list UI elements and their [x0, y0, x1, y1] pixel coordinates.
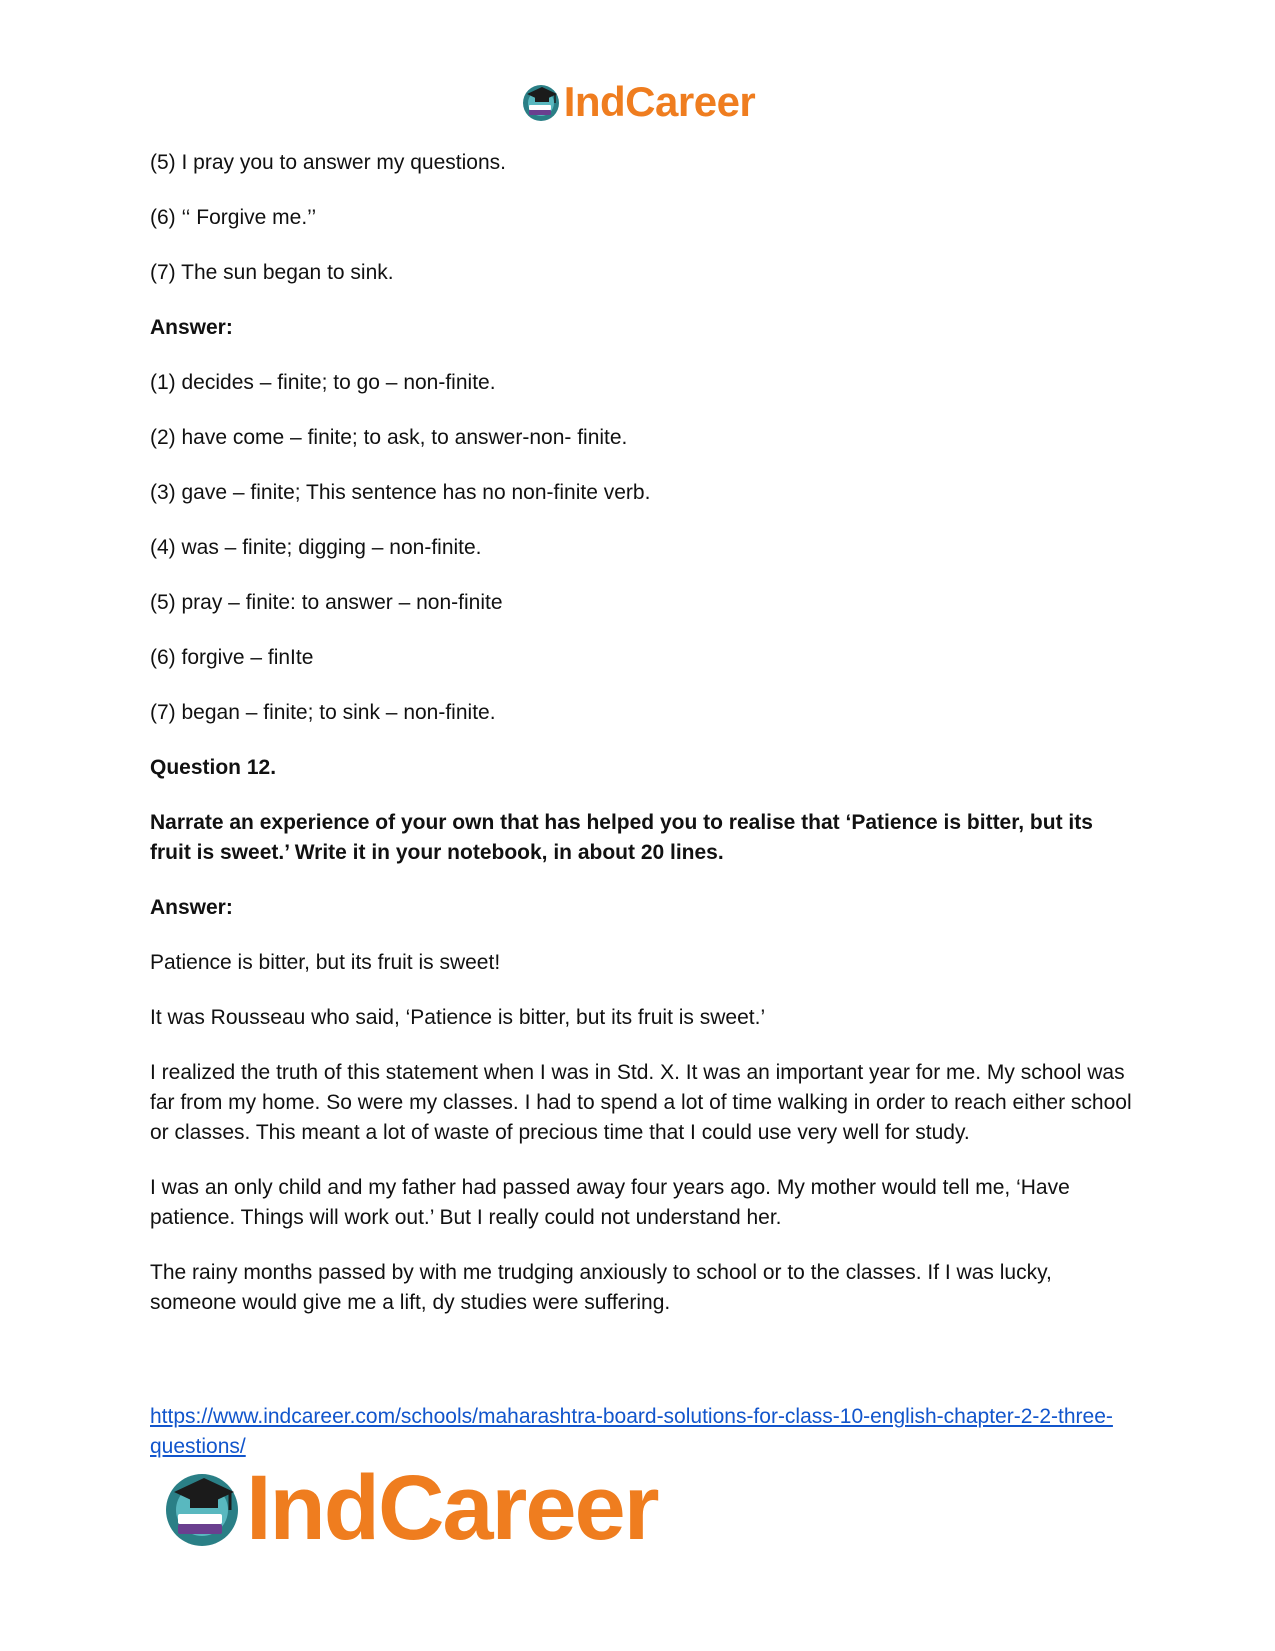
- paragraph: (7) The sun began to sink.: [150, 261, 394, 284]
- paragraph: (4) was – finite; digging – non-finite.: [150, 536, 482, 559]
- logo-text: IndCareer: [563, 78, 756, 125]
- paragraph: (5) I pray you to answer my questions.: [150, 151, 506, 174]
- paragraph: (3) gave – finite; This sentence has no non-finite verb.: [150, 481, 651, 504]
- paragraph: (6) ‘‘ Forgive me.’’: [150, 206, 317, 229]
- logo-text: IndCareer: [246, 1457, 658, 1559]
- paragraph: It was Rousseau who said, ‘Patience is bitter, but its fruit is sweet.’: [150, 1006, 766, 1029]
- paragraph: I was an only child and my father had passed away four years ago. My mother would tell me, ‘Have patience. Things will work out.’ But I really could not understand her.: [150, 1176, 1070, 1229]
- graduation-cap-globe-icon: [160, 1466, 244, 1550]
- graduation-cap-globe-icon: [520, 81, 562, 123]
- bold-paragraph: Answer:: [150, 316, 233, 339]
- paragraph: (6) forgive – finIte: [150, 646, 314, 669]
- paragraph: (2) have come – finite; to ask, to answer-non- finite.: [150, 426, 628, 449]
- paragraph: (7) began – finite; to sink – non-finite.: [150, 701, 496, 724]
- bold-paragraph: Narrate an experience of your own that has helped you to realise that ‘Patience is bitter, but its fruit is sweet.’ Write it in your notebook, in about 20 lines.: [150, 811, 1093, 864]
- source-link[interactable]: https://www.indcareer.com/schools/maharashtra-board-solutions-for-class-10-english-chapter-2-2-three-questions/: [150, 1405, 1113, 1458]
- paragraph: The rainy months passed by with me trudging anxiously to school or to the classes. If I was lucky, someone would give me a lift, dy studies were suffering.: [150, 1261, 1052, 1314]
- paragraph: Patience is bitter, but its fruit is sweet!: [150, 951, 501, 974]
- indcareer-logo: [160, 1457, 658, 1559]
- paragraph: (5) pray – finite: to answer – non-finite: [150, 591, 503, 614]
- paragraph: I realized the truth of this statement when I was in Std. X. It was an important year for me. My school was far from my home. So were my classes. I had to spend a lot of time walking in order to reach either school or classes. This meant a lot of waste of precious time that I could use very well for study.: [150, 1061, 1132, 1144]
- footer-logo: [160, 1457, 658, 1559]
- bold-paragraph: Answer:: [150, 896, 233, 919]
- indcareer-logo: [520, 78, 756, 126]
- document-body: [150, 148, 1135, 1343]
- bold-paragraph: Question 12.: [150, 756, 277, 779]
- paragraph: (1) decides – finite; to go – non-finite.: [150, 371, 496, 394]
- header-logo: [0, 78, 1275, 126]
